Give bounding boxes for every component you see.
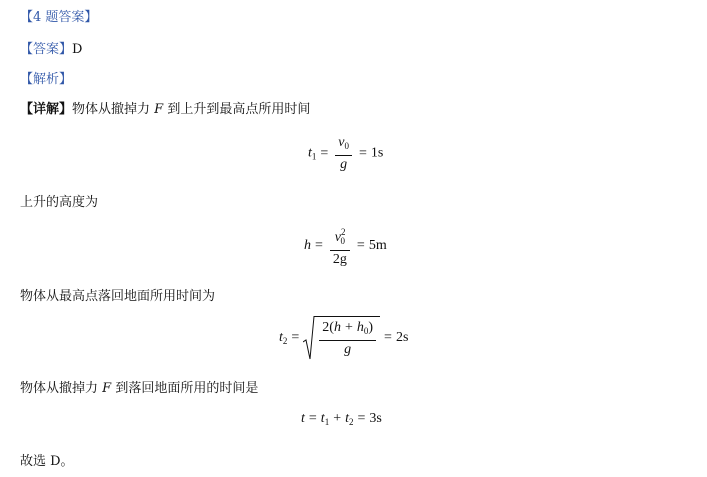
formula-t1: $t_1$ = $\frac{v_0}{g}$ = 1s xyxy=(308,135,384,172)
formula-h-num: v xyxy=(334,230,342,245)
force-symbol: F xyxy=(154,102,164,117)
formula-t2-fraction: $\frac{2(h + h_0)}{g}$ xyxy=(319,319,376,358)
total-time-text-1: 物体从撤掉力 xyxy=(20,381,99,396)
formula-t2-result: 2s xyxy=(395,330,409,346)
formula-t2: $t_2$ = $\frac{2(h + h_0)}{g}$ = 2s xyxy=(279,316,408,360)
formula-t2-h: h xyxy=(333,320,341,335)
formula-t2-sqrt xyxy=(303,316,380,360)
formula-h-num-sup: 2 xyxy=(341,227,346,237)
formula-t2-den: g xyxy=(344,342,352,357)
formula-t1-fraction xyxy=(335,134,352,173)
formula-t1-num: v xyxy=(338,135,345,150)
formula-t-result: 3s xyxy=(369,411,382,426)
formula-t1-result: 1s xyxy=(370,145,384,161)
answer-value: D xyxy=(72,42,83,57)
formula-t1-lhs: t xyxy=(308,145,312,161)
answer-tag: 【答案】 xyxy=(20,42,73,57)
detail-text-1: 物体从撤掉力 xyxy=(72,102,151,117)
total-time-line xyxy=(20,377,258,396)
formula-h-den: 2g xyxy=(332,252,347,267)
formula-t2-num-prefix: 2 xyxy=(322,320,330,335)
fall-time-line: 物体从最高点落回地面所用时间为 xyxy=(20,289,216,304)
formula-t2-h0-sub: 0 xyxy=(363,326,369,336)
answer-line xyxy=(20,38,82,57)
detail-text-2: 到上升到最高点所用时间 xyxy=(167,102,311,117)
formula-t1-den: g xyxy=(340,157,348,172)
analysis-tag: 【解析】 xyxy=(20,72,73,87)
total-time-text-2: 到落回地面所用的时间是 xyxy=(115,381,259,396)
detail-line xyxy=(20,98,310,117)
total-time-force-symbol: F xyxy=(102,381,112,396)
formula-h-result: 5m xyxy=(368,238,387,254)
formula-t-t2: t xyxy=(345,411,349,426)
formula-t-t2-sub: 2 xyxy=(348,417,354,427)
height-line: 上升的高度为 xyxy=(20,195,99,210)
formula-t-t1-sub: 1 xyxy=(324,417,330,427)
formula-t-lhs: t xyxy=(301,411,305,426)
formula-h: h = $\frac{v^2_0}{2g}$ = 5m xyxy=(304,224,387,268)
conclusion-line: 故选 D。 xyxy=(20,454,74,469)
formula-t2-h0: h xyxy=(356,320,364,335)
detail-tag: 【详解】 xyxy=(20,102,73,117)
formula-t1-num-sub: 0 xyxy=(344,141,350,151)
formula-h-fraction xyxy=(330,224,350,268)
formula-h-lhs: h xyxy=(304,238,311,254)
formula-t-total: $t = t_1 + t_2 = 3s$ xyxy=(301,411,382,427)
formula-t1-lhs-sub: 1 xyxy=(311,151,317,162)
formula-t-t1: t xyxy=(320,411,325,426)
formula-t2-lhs: t xyxy=(279,330,283,346)
formula-h-num-sub: 0 xyxy=(340,236,346,246)
question-4-answer-heading: 【4 题答案】 xyxy=(20,10,98,25)
formula-t2-lhs-sub: 2 xyxy=(282,336,288,347)
